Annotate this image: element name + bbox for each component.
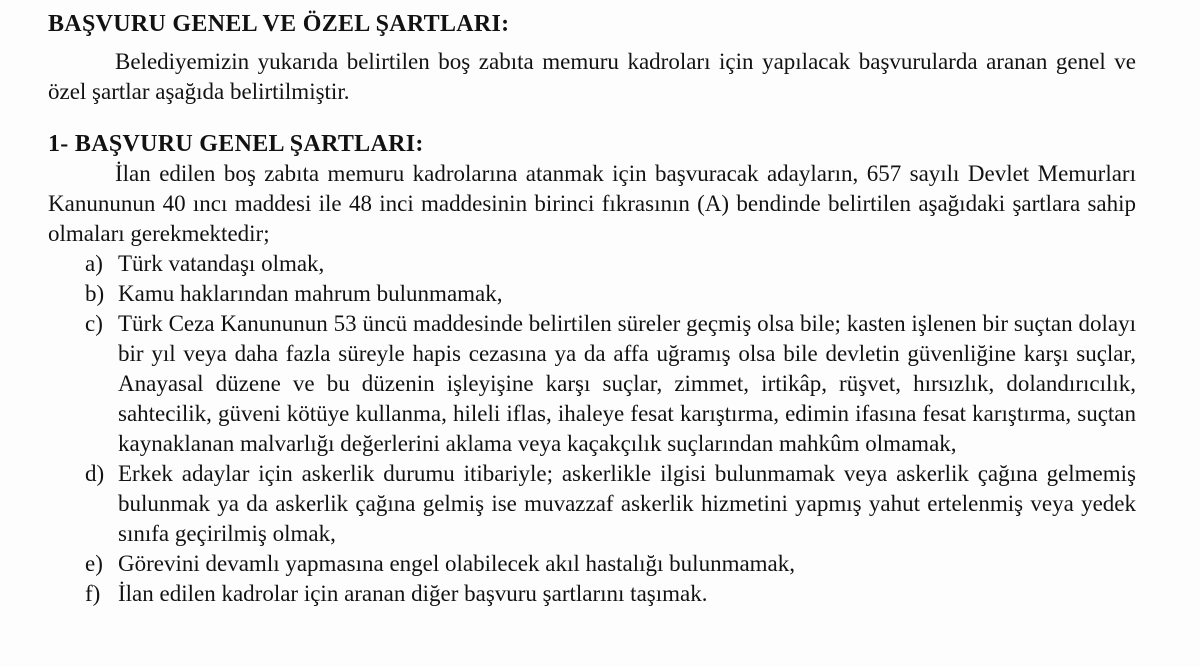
condition-item-text: Türk Ceza Kanununun 53 üncü maddesinde belirtilen süreler geçmiş olsa bile; kasten işlenen bir suçtan dolayı bir yıl veya daha fazla süreyle hapis cezasına ya da affa uğramış olsa bile devletin güvenliğine karşı suçlar, Anayasal düzene ve bu düzenin işleyişine karşı suçlar, zimmet, irtikâp, rüşvet, hırsızlık, dolandırıcılık, sahtecilik, güveni kötüye kullanma, hileli iflas, ihaleye fesat karıştırma, edimin ifasına fesat karıştırma, suçtan kaynaklanan malvarlığı değerlerini aklama veya kaçakçılık suçlarından mahkûm olmamak, [118,311,1136,456]
conditions-list [85,249,1136,609]
condition-item-marker: b) [85,281,105,306]
condition-list-item [85,309,1136,459]
condition-list-item [85,249,1136,279]
condition-item-text: Kamu haklarından mahrum bulunmamak, [118,281,503,306]
condition-list-item [85,549,1136,579]
section-intro-paragraph: İlan edilen boş zabıta memuru kadrolarına atanmak için başvuracak adayların, 657 sayılı Devlet Memurları Kanununun 40 ıncı maddesi ile 48 inci maddesinin birinci fıkrasının (A) bendinde belirtilen aşağıdaki şartlara sahip olmaları gerekmektedir; [48,161,1136,246]
intro-paragraph: Belediyemizin yukarıda belirtilen boş zabıta memuru kadroları için yapılacak başvurularda aranan genel ve özel şartlar aşağıda belirtilmiştir. [48,49,1136,104]
condition-item-text: Türk vatandaşı olmak, [118,251,325,276]
condition-list-item [85,459,1136,549]
section-heading: 1- BAŞVURU GENEL ŞARTLARI: [48,131,424,157]
condition-item-marker: c) [85,311,103,336]
condition-item-text: Erkek adaylar için askerlik durumu itibariyle; askerlikle ilgisi bulunmamak veya askerlik çağına gelmemiş bulunmak ya da askerlik çağına gelmiş ise muvazzaf askerlik hizmetini yapmış yahut ertelenmiş veya yedek sınıfa geçirilmiş olmak, [118,461,1136,546]
condition-item-marker: f) [85,581,101,606]
document-title: BAŞVURU GENEL VE ÖZEL ŞARTLARI: [48,11,510,37]
condition-list-item [85,579,1136,609]
condition-item-marker: d) [85,461,105,486]
condition-item-marker: a) [85,251,103,276]
condition-item-text: İlan edilen kadrolar için aranan diğer başvuru şartlarını taşımak. [118,581,708,606]
condition-list-item [85,279,1136,309]
condition-item-marker: e) [85,551,103,576]
condition-item-text: Görevini devamlı yapmasına engel olabilecek akıl hastalığı bulunmamak, [118,551,796,576]
